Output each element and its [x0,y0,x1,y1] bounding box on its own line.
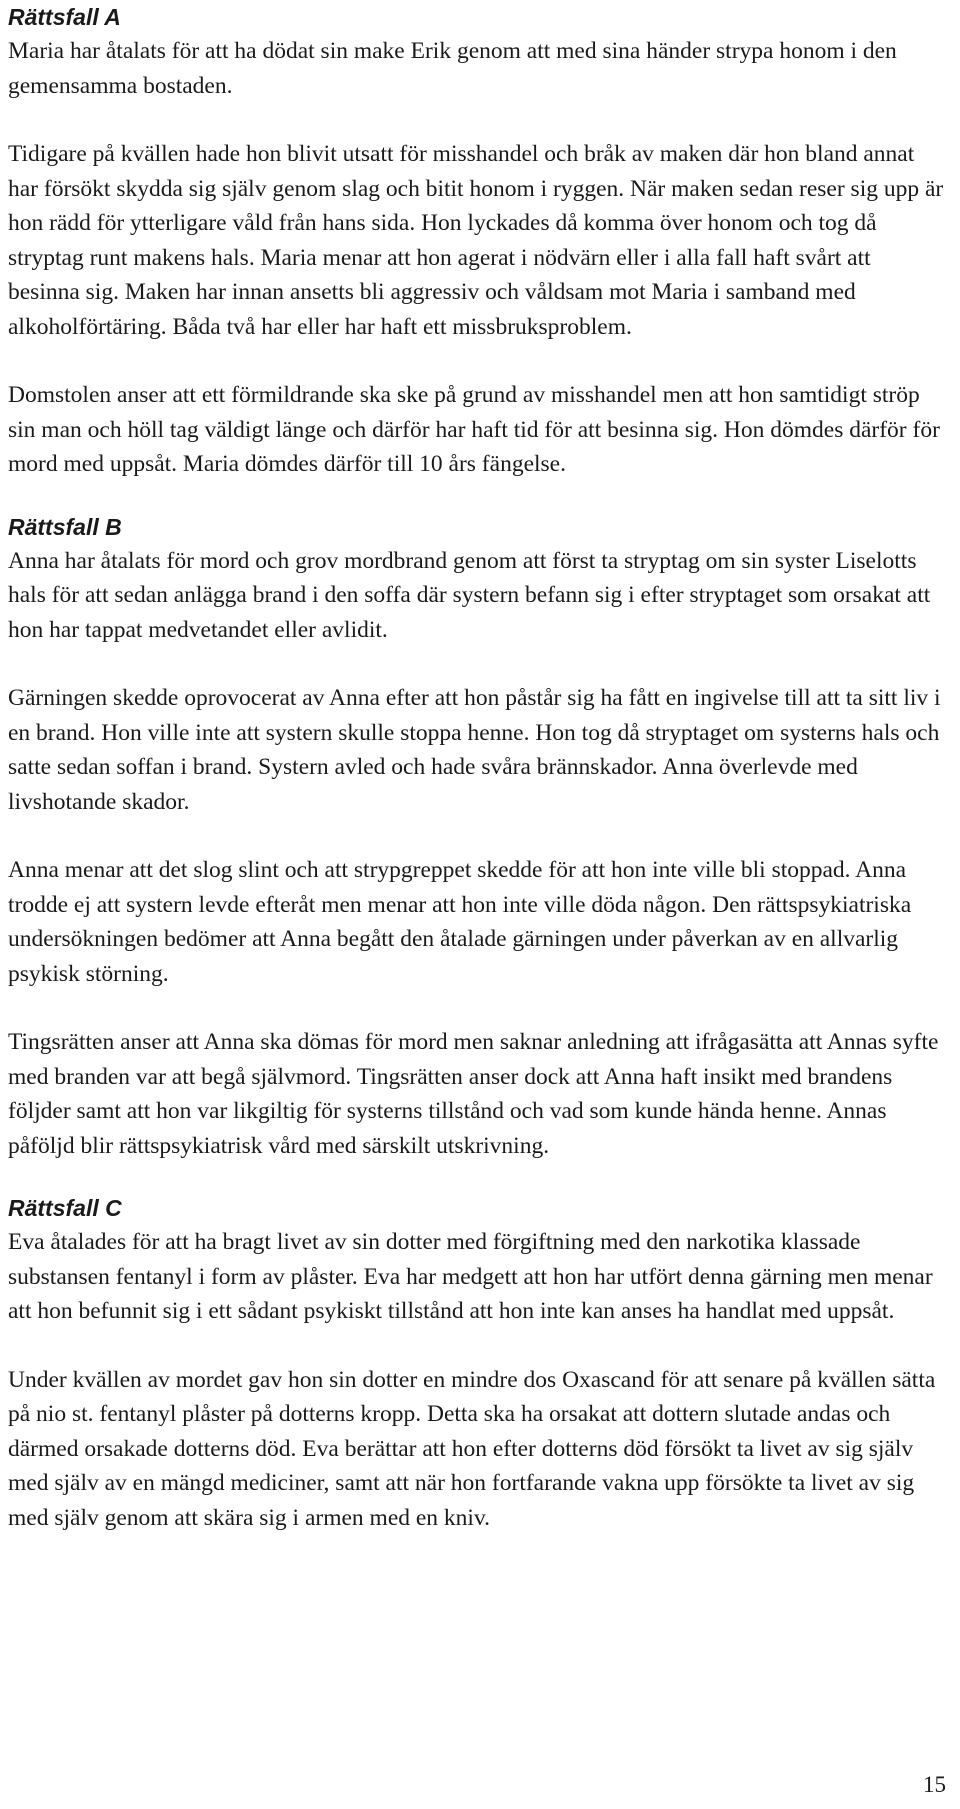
case-a-heading: Rättsfall A [8,4,121,30]
document-page [8,0,946,1535]
case-b-section [8,510,946,1164]
case-c-paragraph-2: Under kvällen av mordet gav hon sin dotter en mindre dos Oxascand för att senare på kvällen sätta på nio st. fentanyl plåster på dotterns kropp. Detta ska ha orsakat att dottern slutade andas och därmed orsakade dotterns död. Eva berättar att hon efter dotterns död försökt ta livet av sig själv med själv av en mängd mediciner, samt att när hon fortfarande vakna upp försökte ta livet av sig med själv genom att skära sig i armen med en kniv. [8,1366,936,1531]
case-c-paragraph-1: Eva åtalades för att ha bragt livet av sin dotter med förgiftning med den narkotika klassade substansen fentanyl i form av plåster. Eva har medgett att hon har utfört denna gärning men menar att hon befunnit sig i ett sådant psykiskt tillstånd att hon inte kan anses ha handlat med uppsåt. [8,1229,933,1324]
case-b-paragraph-4: Tingsrätten anser att Anna ska dömas för mord men saknar anledning att ifrågasätta att Annas syfte med branden var att begå självmord. Tingsrätten anser dock att Anna haft insikt med brandens följder samt att hon var likgiltig för systerns tillstånd och vad som kunde hända henne. Annas påföljd blir rättspsykiatrisk vård med särskilt utskrivning. [8,1029,939,1159]
case-a-section [8,0,946,482]
case-c-section [8,1191,946,1535]
case-b-paragraph-1: Anna har åtalats för mord och grov mordbrand genom att först ta stryptag om sin syster Liselotts hals för att sedan anlägga brand i den soffa där systern befann sig i efter stryptaget som orsakat att hon har tappat medvetandet eller avlidit. [8,547,931,643]
case-c-heading: Rättsfall C [8,1195,122,1221]
case-a-paragraph-2: Tidigare på kvällen hade hon blivit utsatt för misshandel och bråk av maken där hon bland annat har försökt skydda sig själv genom slag och bitit honom i ryggen. När maken sedan reser sig upp är hon rädd för ytterligare våld från hans sida. Hon lyckades då komma över honom och tog då stryptag runt makens hals. Maria menar att hon agerat i nödvärn eller i alla fall haft svårt att besinna sig. Maken har innan ansetts bli aggressiv och våldsam mot Maria i samband med alkoholförtäring. Båda två har eller har haft ett missbruksproblem. [8,141,944,340]
case-b-heading: Rättsfall B [8,513,122,540]
case-b-paragraph-3: Anna menar att det slog slint och att strypgreppet skedde för att hon inte ville bli stoppad. Anna trodde ej att systern levde efteråt men menar att hon inte ville döda någon. Den rättspsykiatriska undersökningen bedömer att Anna begått den åtalade gärningen under påverkan av en allvarlig psykisk störning. [8,857,912,987]
page-number: 15 [923,1772,946,1797]
case-b-paragraph-2: Gärningen skedde oprovocerat av Anna efter att hon påstår sig ha fått en ingivelse till att ta sitt liv i en brand. Hon ville inte att systern skulle stoppa henne. Hon tog då stryptaget om systerns hals och satte sedan soffan i brand. Systern avled och hade svåra brännskador. Anna överlevde med livshotande skador. [8,685,941,815]
case-a-paragraph-3: Domstolen anser att ett förmildrande ska ske på grund av misshandel men att hon samtidigt ströp sin man och höll tag väldigt länge och därför har haft tid för att besinna sig. Hon dömdes därför för mord med uppsåt. Maria dömdes därför till 10 års fängelse. [8,382,940,477]
case-a-paragraph-1: Maria har åtalats för att ha dödat sin make Erik genom att med sina händer strypa honom i den gemensamma bostaden. [8,38,897,99]
